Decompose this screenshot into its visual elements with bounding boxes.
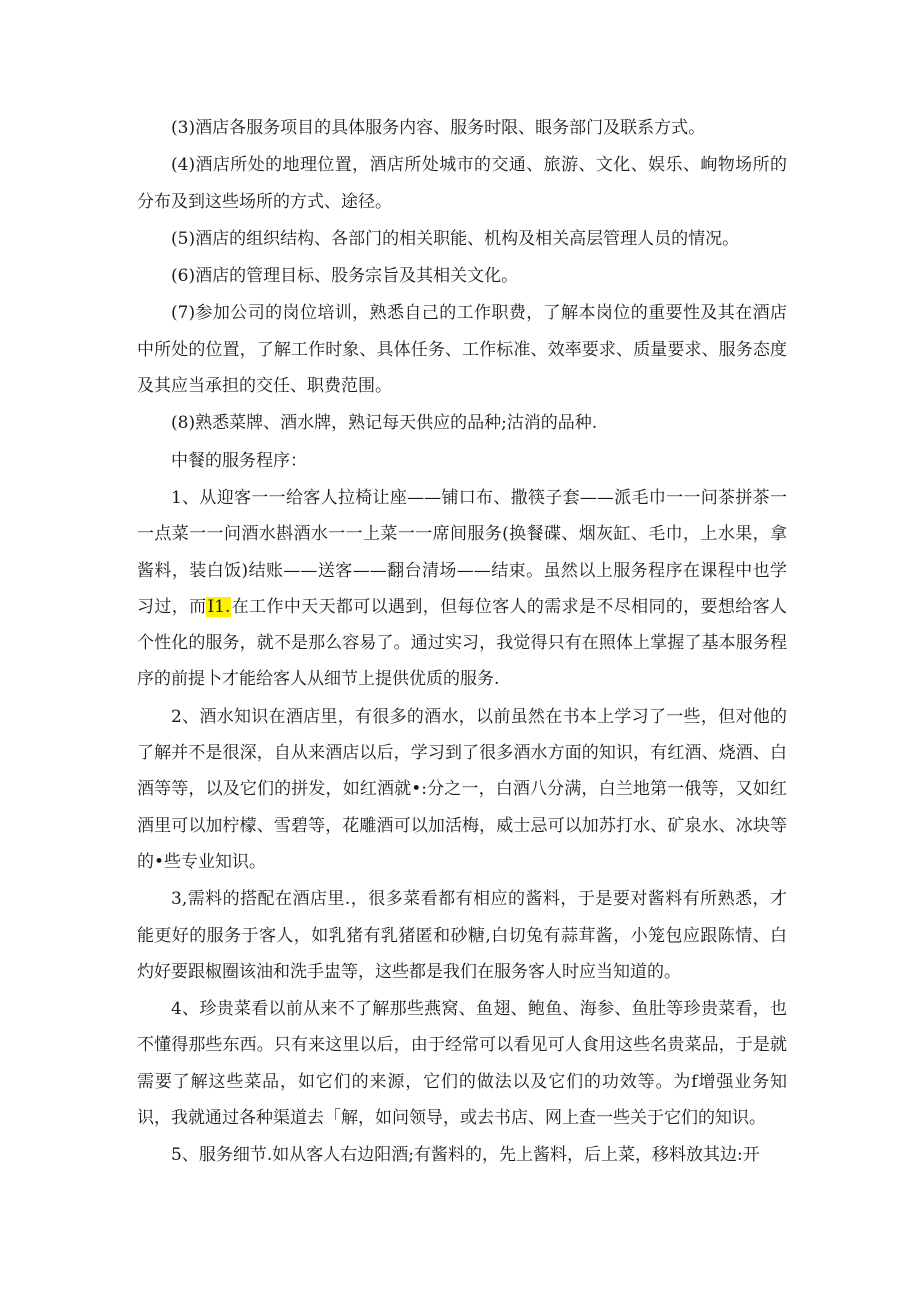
paragraph-service-5: 5、服务细节.如从客人右边阳酒;有酱料的，先上酱料，后上菜，移料放其边:开	[171, 1145, 760, 1166]
paragraph-item-6: (6)酒店的管理目标、股务宗旨及其相关文化。	[171, 266, 519, 287]
paragraph-item-7: (7)参加公司的岗位培训，熟悉自己的工作职费，了解本岗位的重要性及其在酒店中所处的位置，了解工作时象、具体任务、工作标准、效率要求、质量要求、服务态度及其应当承担的交任、职费范围。	[137, 303, 787, 397]
paragraph-service-2: 2、酒水知识在酒店里，有很多的酒水，以前虽然在书本上学习了一些，但对他的了解并不是很深，自从来酒店以后，学习到了很多酒水方面的知识，有红酒、烧酒、白酒等等，以及它们的拼发，如红酒就•:分之一，白酒八分满，白兰地第一俄等，又如红酒里可以加柠檬、雪碧等，花雕酒可以加活梅，威士忌可以加苏打水、矿泉水、冰块等的•些专业知识。	[137, 706, 787, 872]
paragraph-service-4: 4、珍贵菜看以前从来不了解那些燕窝、鱼翅、鲍鱼、海参、鱼肚等珍贵菜看，也不懂得那些东西。只有来这里以后，由于经常可以看见可人食用这些名贵菜品，于是就需要了解这些菜品，如它们的来源，它们的做法以及它们的功效等。为f增强业务知识，我就通过各种渠道去「解，如问领导，或去书店、网上查一些关于它们的知识。	[137, 999, 787, 1129]
paragraph-service-1: 1、从迎客一一给客人拉椅让座——铺口布、撒筷子套——派毛巾一一问茶拼茶一一点菜一一问酒水斟酒水一一上菜一一席间服务(换餐碟、烟灰缸、毛巾，上水果，拿酱料，装白饭)结账——送客——翻台清场——结束。虽然以上服务程序在课程中也学习过，而I1.在工作中天天都可以遇到，但每位客人的需求是不尽相同的，要想给客人个性化的服务，就不是那么容易了。通过实习，我觉得只有在照体上掌握了基本服务程序的前提卜才能给客人从细节上提供优质的服务.	[137, 487, 788, 690]
paragraph-service-3: 3,需料的搭配在酒店里.，很多菜看都有相应的酱料，于是要对酱料有所熟悉，才能更好的服务于客人，如乳猪有乳猪匿和砂糖,白切兔有蒜茸酱，小笼包应跟陈情、白灼好要跟椒圈该油和洗手盅等，这些都是我们在服务客人时应当知道的。	[137, 889, 787, 982]
paragraph-item-3: (3)酒店各服务项目的具体服务内容、服务时限、眼务部门及联系方式。	[171, 118, 706, 138]
paragraph-item-5: (5)酒店的组织结构、各部门的相关职能、机构及相关高层管理人员的情况。	[171, 228, 740, 249]
highlighted-text: I1.	[207, 596, 231, 617]
section-heading: 中餐的服务程序：	[171, 450, 307, 471]
paragraph-item-8: (8)熟悉菜牌、酒水牌，熟记每天供应的品种;沽消的品种.	[171, 413, 598, 434]
document-page	[137, 110, 787, 1175]
paragraph-item-4: (4)酒店所处的地理位置，酒店所处城市的交通、旅游、文化、娱乐、峋物场所的分布及到这些场所的方式、途径。	[137, 155, 787, 212]
